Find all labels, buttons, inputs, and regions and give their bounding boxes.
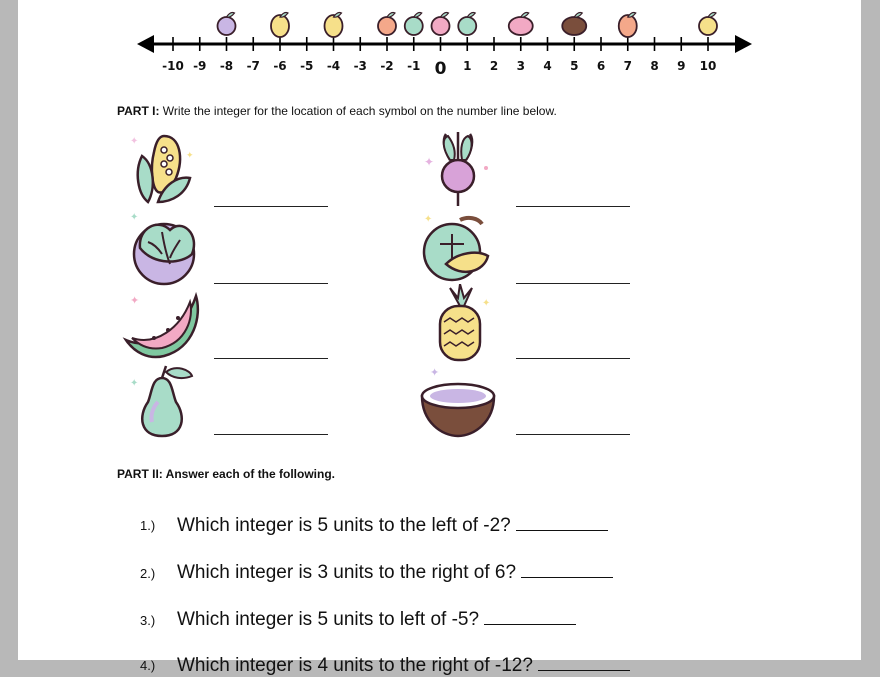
tick-label: 6 xyxy=(596,59,606,73)
tick-label: 10 xyxy=(699,59,717,73)
question-2-blank[interactable] xyxy=(521,559,613,578)
svg-text:✦: ✦ xyxy=(482,298,491,309)
question-4: Which integer is 4 units to the right of -12? xyxy=(177,652,630,677)
svg-text:✦: ✦ xyxy=(130,212,139,223)
tick-label: 7 xyxy=(623,59,632,73)
tick-label: -3 xyxy=(353,59,367,73)
part2-title: PART II: Answer each of the following. xyxy=(117,467,336,481)
right-arrow-icon xyxy=(735,35,752,53)
corn-icon xyxy=(124,128,200,208)
melon-icon xyxy=(418,210,494,286)
watermelon-icon xyxy=(509,13,533,36)
coconut-icon xyxy=(562,13,586,36)
pineapple-icon xyxy=(426,284,496,364)
svg-text:✦: ✦ xyxy=(424,214,433,225)
left-arrow-icon xyxy=(137,35,154,53)
coconut-icon xyxy=(416,362,500,442)
tick-label: -10 xyxy=(162,59,184,73)
cabbage-icon xyxy=(124,208,204,288)
svg-text:✦: ✦ xyxy=(186,151,194,161)
tick-label: -5 xyxy=(300,59,314,73)
question-4-number: 4.) xyxy=(140,658,156,673)
tick-label: -9 xyxy=(193,59,207,73)
tick-label: -4 xyxy=(326,59,341,73)
cabbage-icon xyxy=(218,13,236,36)
pineapple-icon xyxy=(271,13,289,38)
tick-label: -7 xyxy=(246,59,260,73)
number-line xyxy=(0,0,880,90)
svg-text:✦: ✦ xyxy=(130,136,139,147)
answer-blank-radish[interactable] xyxy=(516,206,630,207)
pear-icon xyxy=(405,13,423,36)
question-2: Which integer is 3 units to the right of 6? xyxy=(177,559,613,584)
tick-label: 9 xyxy=(677,59,686,73)
tick-label: 4 xyxy=(543,59,552,73)
tick-label: -6 xyxy=(273,59,287,73)
svg-text:✦: ✦ xyxy=(130,378,139,389)
answer-blank-coconut[interactable] xyxy=(516,434,630,435)
tick-label: 8 xyxy=(650,59,659,73)
lemon-icon xyxy=(699,13,717,36)
pear-icon xyxy=(126,362,202,442)
tick-label: -2 xyxy=(380,59,394,73)
tick-label: 0 xyxy=(434,59,447,79)
svg-text:✦: ✦ xyxy=(430,366,440,379)
part1-instruction: PART I: Write the integer for the location of each symbol on the number line below. xyxy=(117,104,557,118)
answer-blank-pear[interactable] xyxy=(214,434,328,435)
answer-blank-melon[interactable] xyxy=(516,283,630,284)
question-3-blank[interactable] xyxy=(484,606,576,625)
watermelon-icon xyxy=(120,288,204,364)
tick-label: 2 xyxy=(489,59,499,73)
melon-icon xyxy=(458,13,476,36)
radish-icon xyxy=(432,13,450,36)
tick-label: 3 xyxy=(516,59,525,73)
question-2-number: 2.) xyxy=(140,566,156,581)
peach-icon xyxy=(378,13,396,36)
answer-blank-watermelon[interactable] xyxy=(214,358,328,359)
tick-label: 5 xyxy=(570,59,579,73)
question-3-number: 3.) xyxy=(140,613,156,628)
tick-label: 1 xyxy=(463,59,472,73)
question-1-blank[interactable] xyxy=(516,512,608,531)
question-3: Which integer is 5 units to left of -5? xyxy=(177,606,576,631)
radish-icon xyxy=(420,130,496,210)
tick-label: -1 xyxy=(407,59,421,73)
corn-icon xyxy=(325,13,343,38)
answer-blank-pineapple[interactable] xyxy=(516,358,630,359)
svg-text:✦: ✦ xyxy=(424,155,435,169)
answer-blank-cabbage[interactable] xyxy=(214,283,328,284)
question-4-blank[interactable] xyxy=(538,652,630,671)
tick-label: -8 xyxy=(219,59,234,73)
papaya-icon xyxy=(619,13,637,38)
question-1-number: 1.) xyxy=(140,518,156,533)
question-1: Which integer is 5 units to the left of -2? xyxy=(177,512,608,537)
answer-blank-corn[interactable] xyxy=(214,206,328,207)
svg-text:✦: ✦ xyxy=(130,294,140,307)
